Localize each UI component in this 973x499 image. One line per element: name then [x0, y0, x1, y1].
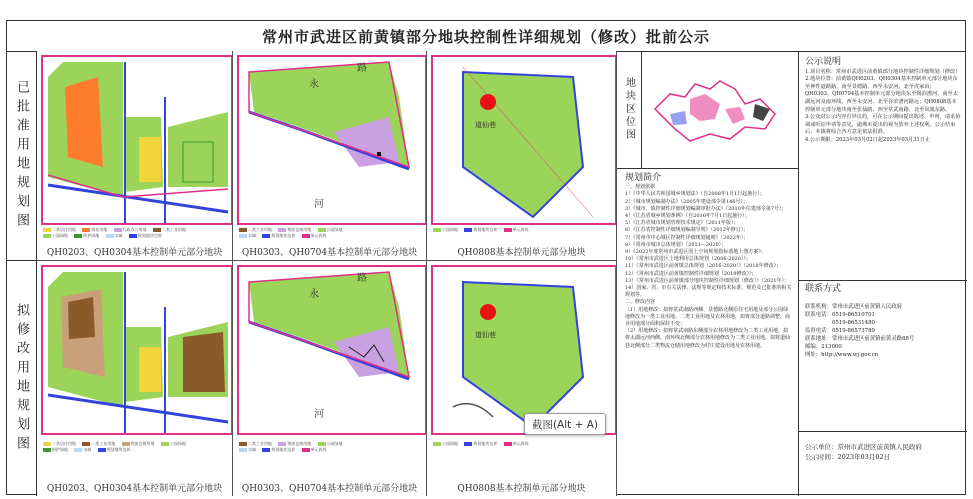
- contact-line: 邮编：213000: [805, 344, 842, 350]
- intro-line: 9）《2022年度常州市武进区国土空间规划指标落地上图方案》；: [625, 249, 766, 256]
- intro-line: 3）《城市、镇控制性详细规划编制审批办法》（2010年住建部令第7号）；: [625, 205, 787, 212]
- map-legend: 二类居住用地 商业用地 行政办公用地 二类工业用地 公园绿地 防护绿地 水域 规划地块边界: [43, 227, 228, 247]
- intro-line: （2）用地修改：拟将常武南路东侧部分农林用地修改为二类工业用地，拟将太湖远河西侧、南环线北侧部分农林用地修改为二类工业用地。拟将道仙巷北侧部分二类物流仓储用地修改为村庄建设用地及农林用地。: [625, 328, 791, 349]
- screenshot-tooltip: 截图(Alt + A): [524, 413, 606, 435]
- intro-line: （1）用地修改：拟将常武南路西侧、景德路北侧原住宅用地及部分公园绿地修改为一类工业用地、二类工业用地及农林用地，拟将部分道路调整，商业用地部分面积保持不变；: [625, 306, 791, 328]
- row-label-proposed: 拟修改用地规划图: [7, 261, 37, 496]
- intro-line: 12）《常州市武进区前黄镇控制性详细规划（2019修改）》；: [625, 270, 757, 277]
- notice-section: [799, 51, 967, 281]
- map-proposed-qh0808: [427, 261, 617, 496]
- intro-line: 5）《江苏省城市规划管理技术规定》（2011年版）；: [625, 220, 739, 227]
- contact-line: 联系机构：常州市武进区前黄镇人民政府: [805, 304, 903, 310]
- contact-line: 监督电话：0519-86573789: [805, 328, 875, 334]
- map-legend: 二类工业用地 物流仓储用地 公园绿地 水域 规划地块边界 单元界线: [239, 227, 422, 247]
- map-proposed-qh0303: [233, 261, 427, 496]
- map-caption: QH0303、QH0704基本控制单元部分地块: [241, 248, 418, 258]
- contact-line: 联系地址：常州市武进区前黄镇前黄灵路88号: [805, 336, 915, 342]
- location-map: [617, 51, 799, 169]
- temple-label: 道仙巷: [475, 121, 496, 129]
- intro-line: 二、修改内容: [625, 299, 656, 306]
- intro-line: 11）《常州市武进区前黄镇总体规划（2016-2020）》（2018年修改）；: [625, 263, 782, 270]
- temple-label: 道仙巷: [475, 331, 496, 339]
- page-title: 常州市武进区前黄镇部分地块控制性详细规划（修改）批前公示: [7, 21, 965, 52]
- map-drawing: [41, 55, 233, 225]
- map-legend: 公园绿地 规划地块边界 单元界线: [433, 227, 612, 247]
- road-label: 永: [309, 79, 319, 90]
- river-label: 河: [314, 409, 324, 420]
- contact-section: [799, 281, 967, 431]
- intro-heading: 规划简介: [625, 173, 662, 183]
- notice-heading: 公示说明: [805, 57, 842, 67]
- map-approved-qh0808: [427, 51, 617, 261]
- road-label: 永: [309, 289, 319, 300]
- map-caption: QH0808基本控制单元部分地块: [457, 484, 586, 494]
- map-legend: 二类居住用地 二类工业用地 物流仓储用地 公园绿地 防护绿地 水域 规划地块边界: [43, 441, 228, 461]
- intro-line: 8）《常州市城市总体规划》（2011—2020）；: [625, 241, 727, 248]
- notice-line: 3.公众对公示内容有异议的，可在公示期间提出陈述、申辩，请求协调或听证申请等意见，逾期未提出的视为放弃上述权利。公示结束后，本镇将综合各方意见依法批准。: [805, 114, 961, 136]
- intro-line: 10）《常州市武进区土地利用总体规划（2006-2020）》；: [625, 256, 752, 263]
- notice-line: 1.项目名称：常州市武进区前黄镇部分地块控制性详细规划（修改）: [805, 68, 961, 75]
- intro-line: 7）《常州市中心城区控制性详细规划通则》（2022年）；: [625, 234, 749, 241]
- intro-line: 13）《常州市武进区前黄镇部分地块控制性详细规划（修改）》（2021年）；: [625, 277, 790, 284]
- intro-line: 6）《江苏省控制性详细规划编制导则》（2012年修订）；: [625, 227, 749, 234]
- map-approved-qh0303: [233, 51, 427, 261]
- intro-line: 4）《江苏省城乡规划条例》（自2010年7月1日起施行）；: [625, 213, 750, 220]
- intro-line: 2）《城市规划编制办法》（2005年建设部令第146号）；: [625, 198, 748, 205]
- map-drawing: [431, 55, 617, 225]
- contact-line: 联系电话：0519-86510701: [805, 312, 875, 318]
- contact-line: 0519-86531480: [805, 320, 875, 326]
- map-caption: QH0303、QH0704基本控制单元部分地块: [241, 484, 418, 494]
- publication-unit: 公示单位：常州市武进区前黄镇人民政府: [805, 443, 922, 451]
- map-caption: QH0203、QH0304基本控制单元部分地块: [46, 248, 223, 258]
- map-drawing: [41, 265, 233, 435]
- notice-line: 4.公示期限：2023年03月02日起2023年03月31日止: [805, 136, 931, 143]
- contact-line: 网址：http://www.wj.gov.cn: [805, 352, 879, 358]
- map-approved-qh0203: [37, 51, 233, 261]
- map-legend: 公园绿地 规划地块边界 单元界线: [433, 441, 612, 461]
- notice-line: 2.地块位置：前黄镇QH0203、QH0304基本控制单元部分地块东至神性道路路、南至景德路、西至永安河、北至虎家浜；QH0303、QH0704基本控制单元部分地块东至锡滨漕河、南至太湖远河及南环线、西至永安河、北至谷滨漕河路远；QH0808基本控制单元部分地块南至张仙路、西至常武南路、北至凤凰东路。: [805, 76, 958, 113]
- map-legend: 二类工业用地 物流仓储用地 公园绿地 水域 规划地块边界 单元界线: [239, 441, 422, 461]
- contact-heading: 联系方式: [805, 284, 842, 294]
- map-drawing: [237, 265, 427, 435]
- location-drawing: [645, 59, 795, 159]
- road-label: 路: [357, 63, 367, 74]
- location-label: 地块区位图: [617, 51, 642, 168]
- plan-intro: [617, 169, 799, 496]
- notice-board: [6, 20, 966, 495]
- intro-line: 1）《中华人民共和国城乡规划法》（自2008年1月1日起施行）；: [625, 191, 765, 198]
- row-label-approved: 已批准用地规划图: [7, 51, 37, 261]
- road-label: 路: [357, 273, 367, 284]
- map-drawing: [431, 265, 617, 435]
- publication-date: 公示时间：2023年03月02日: [805, 453, 891, 461]
- map-caption: QH0808基本控制单元部分地块: [457, 248, 586, 258]
- intro-line: 14）国家、省、市有关法律、法规等规定和技术标准、规范及已批准的相关规划等。: [625, 285, 792, 299]
- map-drawing: [237, 55, 427, 225]
- map-proposed-qh0203: [37, 261, 233, 496]
- publication-info: [799, 431, 967, 496]
- map-caption: QH0203、QH0304基本控制单元部分地块: [46, 484, 223, 494]
- intro-line: 一、规划依据: [625, 184, 656, 191]
- info-panel: [617, 51, 967, 496]
- river-label: 河: [314, 199, 324, 210]
